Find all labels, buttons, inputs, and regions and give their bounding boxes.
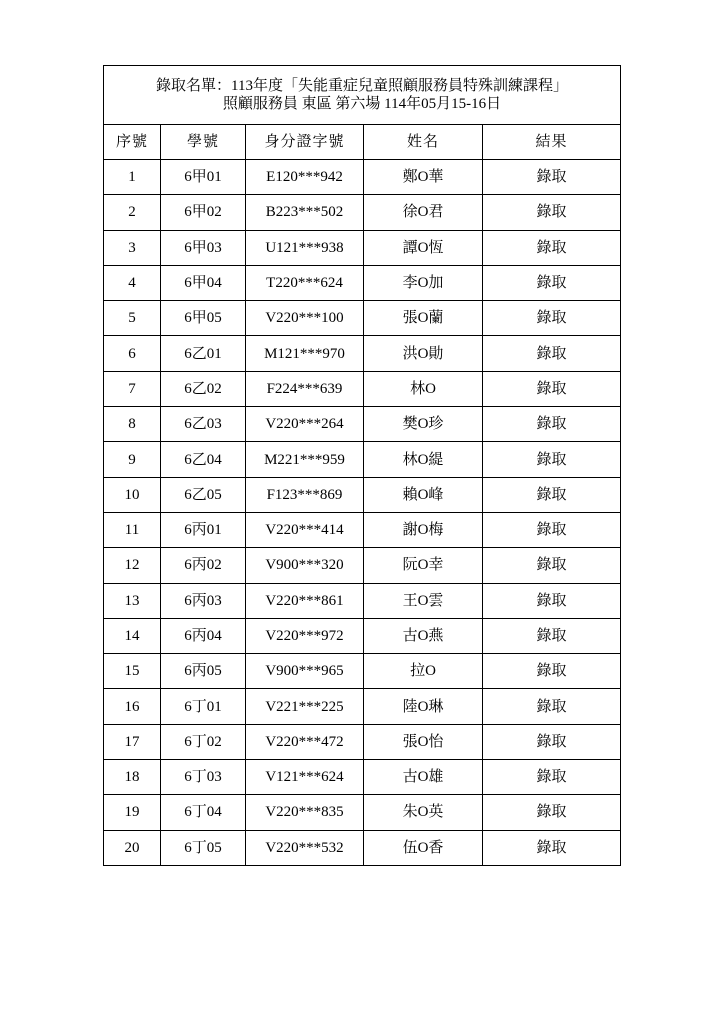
name-cell: 陸O琳 xyxy=(364,689,483,724)
serial-no-cell: 11 xyxy=(104,512,161,547)
student-id-cell: 6丁03 xyxy=(161,760,246,795)
id-number-cell: V220***100 xyxy=(246,301,364,336)
id-number-cell: V220***414 xyxy=(246,512,364,547)
id-number-cell: F123***869 xyxy=(246,477,364,512)
table-row xyxy=(104,407,621,442)
id-number-cell: V220***861 xyxy=(246,583,364,618)
id-number-cell: V220***472 xyxy=(246,724,364,759)
result-cell: 錄取 xyxy=(483,724,621,759)
table-row xyxy=(104,618,621,653)
student-id-cell: 6丙03 xyxy=(161,583,246,618)
title-row xyxy=(104,66,621,125)
id-number-cell: V220***835 xyxy=(246,795,364,830)
result-cell: 錄取 xyxy=(483,477,621,512)
result-cell: 錄取 xyxy=(483,265,621,300)
table-row xyxy=(104,760,621,795)
name-cell: 謝O梅 xyxy=(364,512,483,547)
student-id-cell: 6乙05 xyxy=(161,477,246,512)
table-row xyxy=(104,654,621,689)
result-cell: 錄取 xyxy=(483,442,621,477)
result-cell: 錄取 xyxy=(483,830,621,865)
name-cell: 李O加 xyxy=(364,265,483,300)
name-cell: 張O怡 xyxy=(364,724,483,759)
result-cell: 錄取 xyxy=(483,689,621,724)
student-id-cell: 6丁01 xyxy=(161,689,246,724)
serial-no-cell: 17 xyxy=(104,724,161,759)
result-cell: 錄取 xyxy=(483,301,621,336)
table-row xyxy=(104,442,621,477)
header-id-number: 身分證字號 xyxy=(246,125,364,160)
id-number-cell: V220***264 xyxy=(246,407,364,442)
serial-no-cell: 10 xyxy=(104,477,161,512)
id-number-cell: V900***965 xyxy=(246,654,364,689)
id-number-cell: V220***532 xyxy=(246,830,364,865)
document-title xyxy=(104,66,621,125)
table-row xyxy=(104,795,621,830)
student-id-cell: 6丁05 xyxy=(161,830,246,865)
id-number-cell: F224***639 xyxy=(246,371,364,406)
table-row xyxy=(104,195,621,230)
id-number-cell: B223***502 xyxy=(246,195,364,230)
serial-no-cell: 1 xyxy=(104,160,161,195)
student-id-cell: 6丙02 xyxy=(161,548,246,583)
table-body xyxy=(104,160,621,866)
result-cell: 錄取 xyxy=(483,618,621,653)
id-number-cell: V221***225 xyxy=(246,689,364,724)
table-row xyxy=(104,724,621,759)
name-cell: 阮O幸 xyxy=(364,548,483,583)
student-id-cell: 6丙01 xyxy=(161,512,246,547)
name-cell: 伍O香 xyxy=(364,830,483,865)
result-cell: 錄取 xyxy=(483,195,621,230)
id-number-cell: T220***624 xyxy=(246,265,364,300)
table-row xyxy=(104,548,621,583)
name-cell: 張O蘭 xyxy=(364,301,483,336)
table-row xyxy=(104,583,621,618)
header-student-id: 學號 xyxy=(161,125,246,160)
serial-no-cell: 19 xyxy=(104,795,161,830)
serial-no-cell: 3 xyxy=(104,230,161,265)
serial-no-cell: 8 xyxy=(104,407,161,442)
title-line-1: 錄取名單：113年度「失能重症兒童照顧服務員特殊訓練課程」 xyxy=(156,78,568,94)
header-row xyxy=(104,125,621,160)
student-id-cell: 6甲03 xyxy=(161,230,246,265)
table-row xyxy=(104,689,621,724)
name-cell: 王O雲 xyxy=(364,583,483,618)
name-cell: 譚O恆 xyxy=(364,230,483,265)
header-result: 結果 xyxy=(483,125,621,160)
admission-list-table xyxy=(103,65,621,866)
result-cell: 錄取 xyxy=(483,760,621,795)
header-serial-no: 序號 xyxy=(104,125,161,160)
id-number-cell: V220***972 xyxy=(246,618,364,653)
serial-no-cell: 18 xyxy=(104,760,161,795)
serial-no-cell: 20 xyxy=(104,830,161,865)
student-id-cell: 6丙04 xyxy=(161,618,246,653)
table-row xyxy=(104,265,621,300)
id-number-cell: M221***959 xyxy=(246,442,364,477)
result-cell: 錄取 xyxy=(483,548,621,583)
id-number-cell: M121***970 xyxy=(246,336,364,371)
student-id-cell: 6甲01 xyxy=(161,160,246,195)
header-name: 姓名 xyxy=(364,125,483,160)
table-row xyxy=(104,301,621,336)
table-row xyxy=(104,477,621,512)
student-id-cell: 6乙02 xyxy=(161,371,246,406)
name-cell: 洪O勛 xyxy=(364,336,483,371)
serial-no-cell: 6 xyxy=(104,336,161,371)
table-row xyxy=(104,371,621,406)
id-number-cell: V121***624 xyxy=(246,760,364,795)
serial-no-cell: 14 xyxy=(104,618,161,653)
serial-no-cell: 12 xyxy=(104,548,161,583)
student-id-cell: 6乙04 xyxy=(161,442,246,477)
name-cell: 古O燕 xyxy=(364,618,483,653)
id-number-cell: V900***320 xyxy=(246,548,364,583)
name-cell: 林O緹 xyxy=(364,442,483,477)
result-cell: 錄取 xyxy=(483,371,621,406)
name-cell: 朱O英 xyxy=(364,795,483,830)
id-number-cell: U121***938 xyxy=(246,230,364,265)
table-row xyxy=(104,336,621,371)
student-id-cell: 6丙05 xyxy=(161,654,246,689)
serial-no-cell: 7 xyxy=(104,371,161,406)
student-id-cell: 6甲04 xyxy=(161,265,246,300)
serial-no-cell: 9 xyxy=(104,442,161,477)
serial-no-cell: 5 xyxy=(104,301,161,336)
name-cell: 徐O君 xyxy=(364,195,483,230)
result-cell: 錄取 xyxy=(483,583,621,618)
result-cell: 錄取 xyxy=(483,654,621,689)
serial-no-cell: 16 xyxy=(104,689,161,724)
table-row xyxy=(104,230,621,265)
result-cell: 錄取 xyxy=(483,336,621,371)
table-row xyxy=(104,830,621,865)
name-cell: 鄭O華 xyxy=(364,160,483,195)
serial-no-cell: 2 xyxy=(104,195,161,230)
result-cell: 錄取 xyxy=(483,160,621,195)
name-cell: 樊O珍 xyxy=(364,407,483,442)
result-cell: 錄取 xyxy=(483,795,621,830)
student-id-cell: 6乙03 xyxy=(161,407,246,442)
name-cell: 賴O峰 xyxy=(364,477,483,512)
title-line-2: 照顧服務員 東區 第六場 114年05月15-16日 xyxy=(222,96,502,112)
result-cell: 錄取 xyxy=(483,407,621,442)
serial-no-cell: 15 xyxy=(104,654,161,689)
result-cell: 錄取 xyxy=(483,230,621,265)
serial-no-cell: 4 xyxy=(104,265,161,300)
student-id-cell: 6丁02 xyxy=(161,724,246,759)
table-row xyxy=(104,512,621,547)
serial-no-cell: 13 xyxy=(104,583,161,618)
student-id-cell: 6乙01 xyxy=(161,336,246,371)
id-number-cell: E120***942 xyxy=(246,160,364,195)
name-cell: 拉O xyxy=(364,654,483,689)
student-id-cell: 6丁04 xyxy=(161,795,246,830)
name-cell: 古O雄 xyxy=(364,760,483,795)
name-cell: 林O xyxy=(364,371,483,406)
result-cell: 錄取 xyxy=(483,512,621,547)
student-id-cell: 6甲05 xyxy=(161,301,246,336)
table-row xyxy=(104,160,621,195)
student-id-cell: 6甲02 xyxy=(161,195,246,230)
